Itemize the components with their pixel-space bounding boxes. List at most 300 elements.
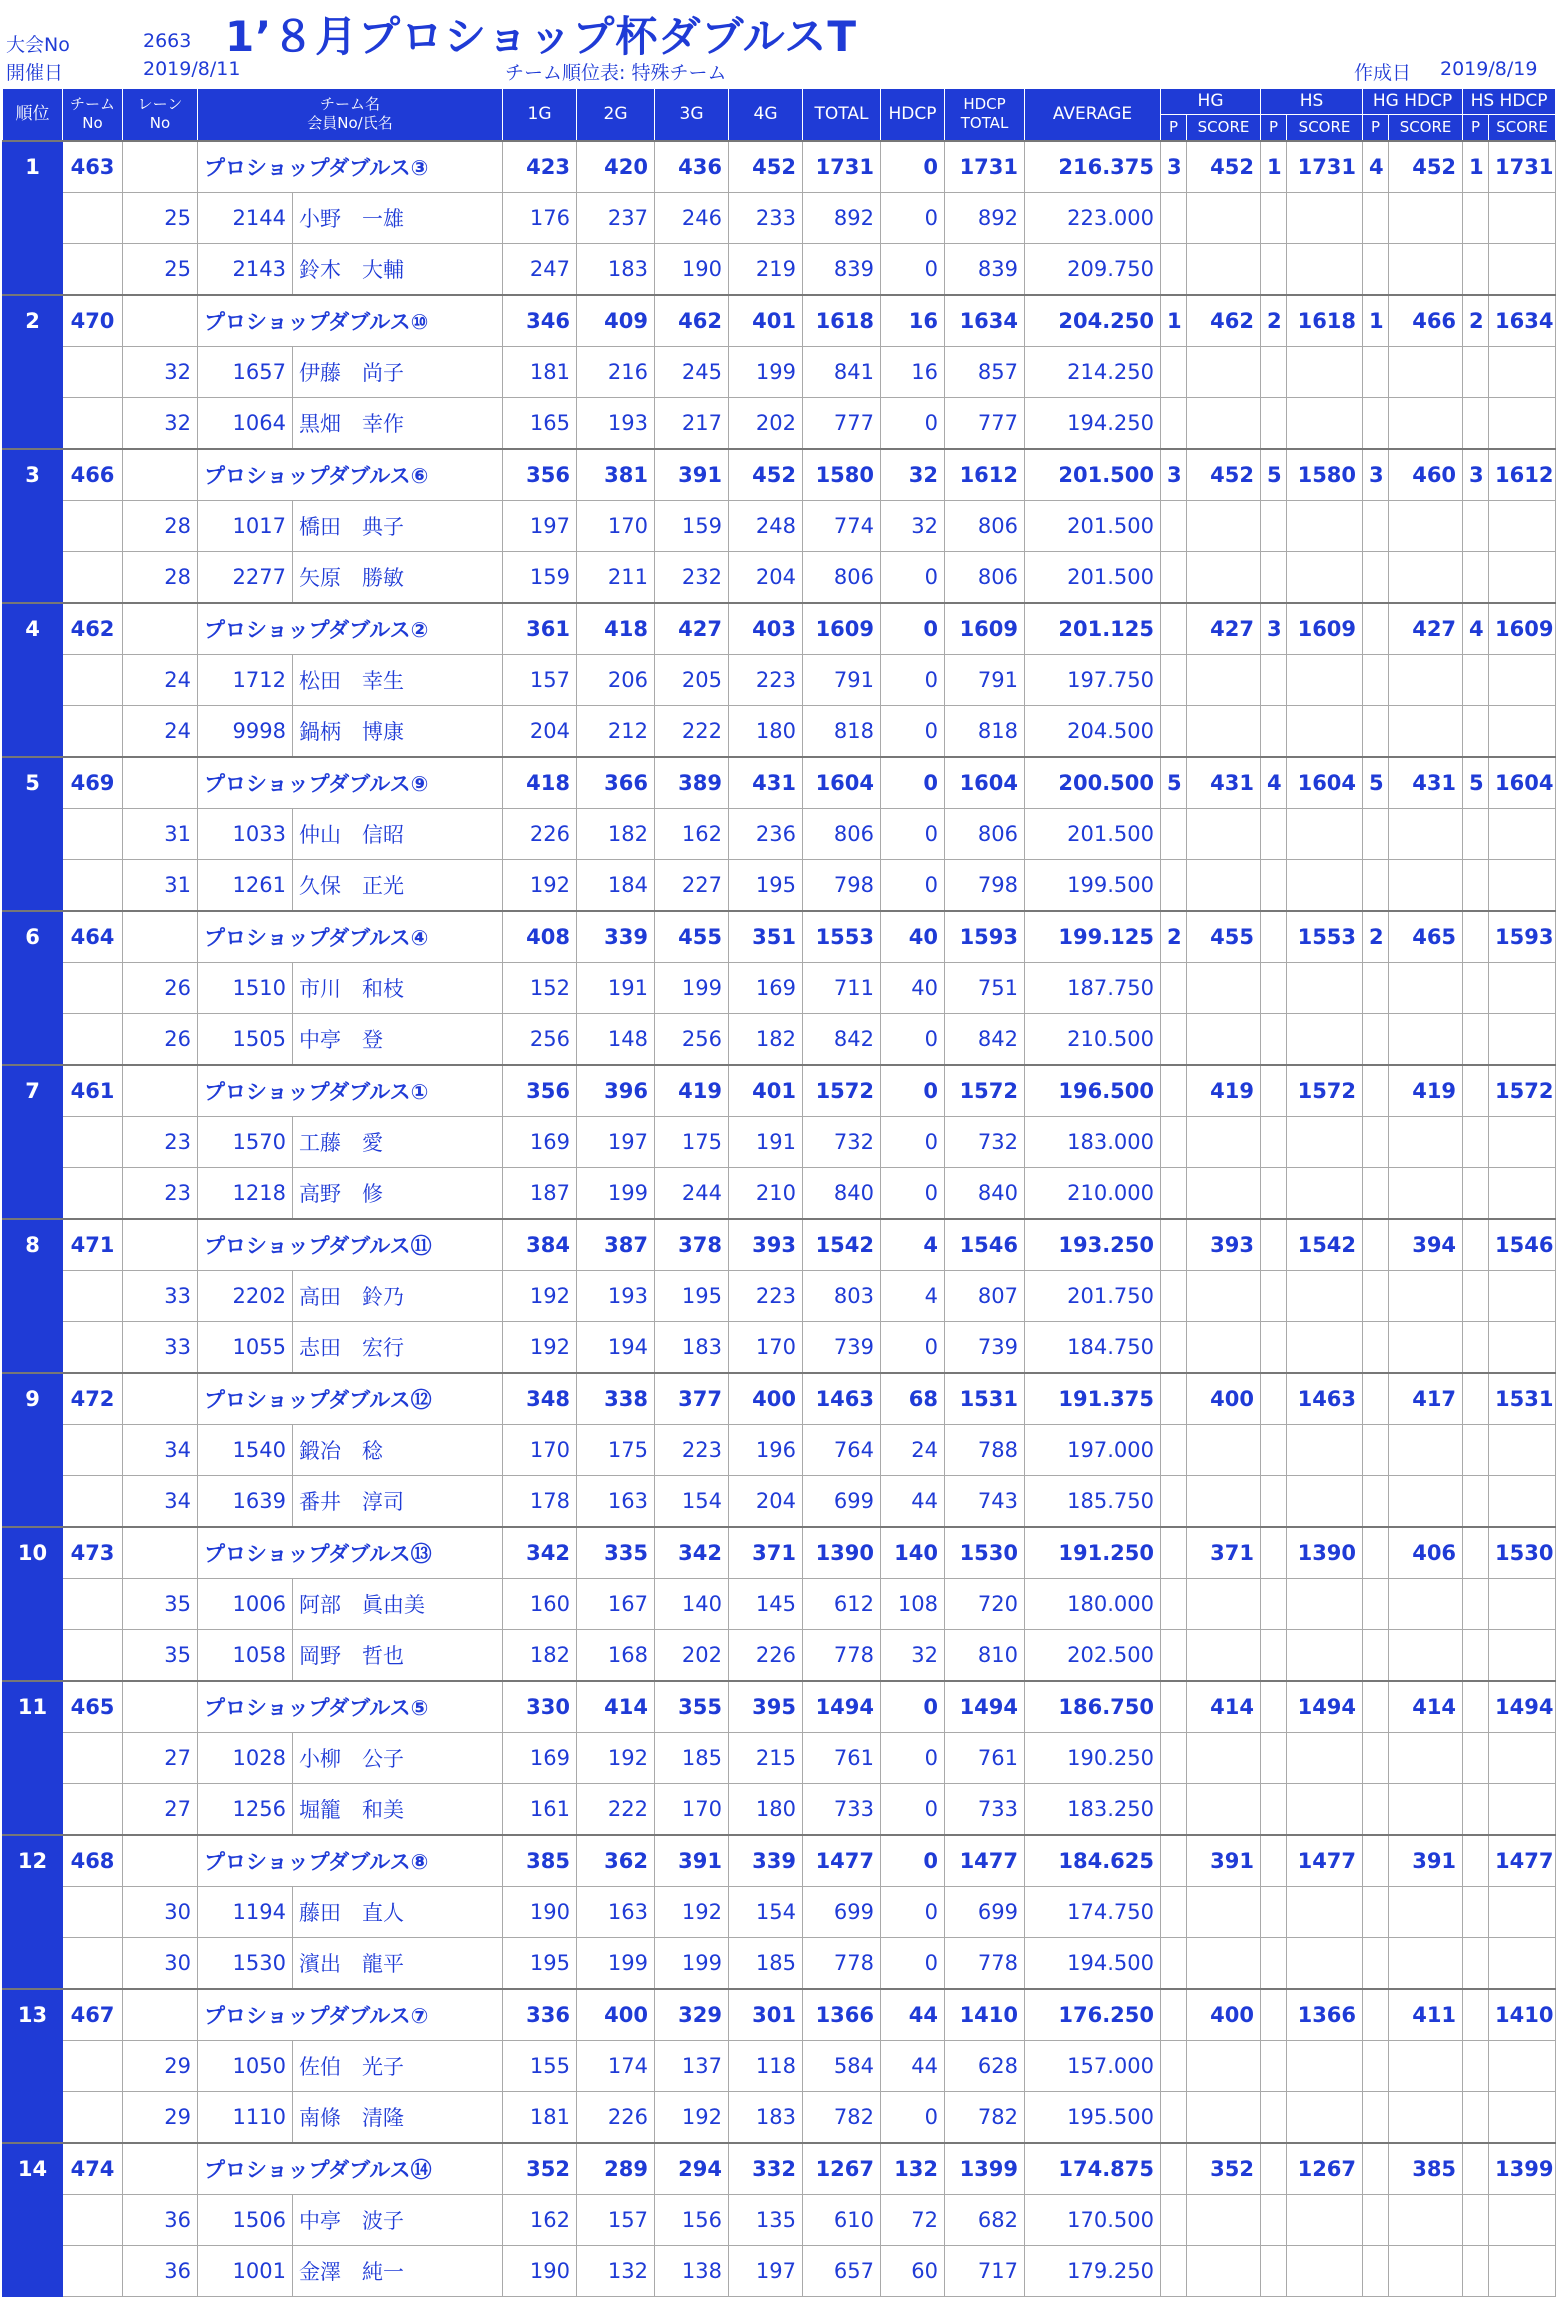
empty-cell [1389, 1475, 1463, 1527]
hs-score-cell: 1731 [1287, 141, 1363, 193]
hsh-p-cell [1463, 1527, 1489, 1579]
empty-cell [1463, 859, 1489, 911]
empty-cell [1187, 1475, 1261, 1527]
empty-cell [1261, 243, 1287, 295]
empty-cell [1489, 1783, 1556, 1835]
average-cell: 223.000 [1025, 192, 1161, 243]
member-no-cell: 1058 [198, 1629, 293, 1681]
g4-cell: 223 [729, 654, 803, 705]
g1-cell: 182 [503, 1629, 577, 1681]
empty-cell [1261, 1270, 1287, 1321]
hg-score-cell: 452 [1187, 141, 1261, 193]
hdcp-total-cell: 791 [945, 654, 1025, 705]
g4-cell: 431 [729, 757, 803, 809]
g1-cell: 204 [503, 705, 577, 757]
hdcp-total-cell: 1572 [945, 1065, 1025, 1117]
g2-cell: 163 [577, 1475, 655, 1527]
empty-cell [1187, 1629, 1261, 1681]
empty-cell [1363, 1116, 1389, 1167]
g2-cell: 222 [577, 1783, 655, 1835]
g1-cell: 192 [503, 1270, 577, 1321]
hsh-score-cell: 1494 [1489, 1681, 1556, 1733]
average-cell: 201.500 [1025, 551, 1161, 603]
g3-cell: 202 [655, 1629, 729, 1681]
empty-cell [1287, 243, 1363, 295]
team-no-cell [63, 192, 123, 243]
average-cell: 196.500 [1025, 1065, 1161, 1117]
member-no-cell: 1218 [198, 1167, 293, 1219]
g3-cell: 256 [655, 1013, 729, 1065]
g2-cell: 174 [577, 2040, 655, 2091]
hs-score-cell: 1553 [1287, 911, 1363, 963]
team-no-cell: 466 [63, 449, 123, 501]
total-cell: 657 [803, 2245, 881, 2296]
g2-cell: 237 [577, 192, 655, 243]
empty-cell [1389, 2091, 1463, 2143]
empty-cell [1363, 962, 1389, 1013]
average-cell: 180.000 [1025, 1578, 1161, 1629]
total-cell: 774 [803, 500, 881, 551]
col-hg-score: SCORE [1187, 115, 1261, 141]
member-row [3, 1424, 1556, 1475]
hdcp-cell: 0 [881, 808, 945, 859]
lane-cell [123, 295, 198, 347]
team-no-cell: 463 [63, 141, 123, 193]
empty-cell [1161, 1475, 1187, 1527]
hg-p-cell: 2 [1161, 911, 1187, 963]
g1-cell: 190 [503, 2245, 577, 2296]
col-hg: HG [1161, 89, 1261, 115]
empty-cell [1363, 243, 1389, 295]
hsh-score-cell: 1410 [1489, 1989, 1556, 2041]
team-row [3, 1219, 1556, 1271]
hsh-score-cell: 1399 [1489, 2143, 1556, 2195]
team-row [3, 449, 1556, 501]
empty-cell [1363, 551, 1389, 603]
empty-cell [1389, 243, 1463, 295]
total-cell: 711 [803, 962, 881, 1013]
total-cell: 1604 [803, 757, 881, 809]
hsh-score-cell: 1593 [1489, 911, 1556, 963]
team-row [3, 1681, 1556, 1733]
hdcp-total-cell: 628 [945, 2040, 1025, 2091]
g1-cell: 346 [503, 295, 577, 347]
empty-cell [1161, 1937, 1187, 1989]
g3-cell: 192 [655, 1886, 729, 1937]
empty-cell [1261, 1013, 1287, 1065]
empty-cell [1187, 859, 1261, 911]
member-row [3, 192, 1556, 243]
empty-cell [1261, 1578, 1287, 1629]
member-name-cell: 藤田 直人 [293, 1886, 503, 1937]
hdcp-cell: 0 [881, 192, 945, 243]
empty-cell [1363, 2194, 1389, 2245]
team-no-cell [63, 654, 123, 705]
hdcp-cell: 0 [881, 757, 945, 809]
col-3g: 3G [655, 89, 729, 141]
average-cell: 209.750 [1025, 243, 1161, 295]
hsh-p-cell: 3 [1463, 449, 1489, 501]
g2-cell: 157 [577, 2194, 655, 2245]
meet-no: 2663 [143, 30, 192, 52]
g1-cell: 356 [503, 1065, 577, 1117]
g4-cell: 199 [729, 346, 803, 397]
team-no-cell: 461 [63, 1065, 123, 1117]
empty-cell [1463, 654, 1489, 705]
total-cell: 803 [803, 1270, 881, 1321]
team-name-cell: プロショップダブルス⑬ [198, 1527, 503, 1579]
rank-cell [3, 962, 63, 1013]
hdcp-total-cell: 732 [945, 1116, 1025, 1167]
rank-cell [3, 1116, 63, 1167]
team-no-cell [63, 500, 123, 551]
g4-cell: 403 [729, 603, 803, 655]
total-cell: 1580 [803, 449, 881, 501]
member-no-cell: 1110 [198, 2091, 293, 2143]
hs-p-cell: 2 [1261, 295, 1287, 347]
member-row [3, 1321, 1556, 1373]
lane-cell: 30 [123, 1886, 198, 1937]
empty-cell [1363, 1270, 1389, 1321]
g1-cell: 181 [503, 2091, 577, 2143]
g2-cell: 381 [577, 449, 655, 501]
hgh-p-cell: 1 [1363, 295, 1389, 347]
empty-cell [1161, 808, 1187, 859]
lane-cell [123, 449, 198, 501]
empty-cell [1363, 1167, 1389, 1219]
empty-cell [1389, 808, 1463, 859]
average-cell: 157.000 [1025, 2040, 1161, 2091]
empty-cell [1363, 397, 1389, 449]
member-no-cell: 1028 [198, 1732, 293, 1783]
empty-cell [1463, 1475, 1489, 1527]
empty-cell [1287, 1886, 1363, 1937]
g4-cell: 301 [729, 1989, 803, 2041]
team-no-cell [63, 551, 123, 603]
g4-cell: 210 [729, 1167, 803, 1219]
hgh-p-cell [1363, 1065, 1389, 1117]
empty-cell [1389, 1783, 1463, 1835]
team-name-cell: プロショップダブルス⑥ [198, 449, 503, 501]
hg-score-cell: 400 [1187, 1989, 1261, 2041]
empty-cell [1187, 397, 1261, 449]
lane-cell: 32 [123, 346, 198, 397]
empty-cell [1489, 1167, 1556, 1219]
lane-cell: 26 [123, 962, 198, 1013]
average-cell: 184.750 [1025, 1321, 1161, 1373]
hsh-p-cell: 4 [1463, 603, 1489, 655]
hgh-p-cell [1363, 1373, 1389, 1425]
rank-cell [3, 1886, 63, 1937]
empty-cell [1261, 346, 1287, 397]
g4-cell: 219 [729, 243, 803, 295]
g1-cell: 336 [503, 1989, 577, 2041]
member-no-cell: 1639 [198, 1475, 293, 1527]
empty-cell [1287, 2040, 1363, 2091]
g4-cell: 401 [729, 1065, 803, 1117]
hg-p-cell [1161, 1681, 1187, 1733]
g2-cell: 192 [577, 1732, 655, 1783]
empty-cell [1187, 1167, 1261, 1219]
lane-cell: 26 [123, 1013, 198, 1065]
hs-p-cell: 5 [1261, 449, 1287, 501]
total-cell: 1542 [803, 1219, 881, 1271]
lane-cell: 24 [123, 654, 198, 705]
hdcp-cell: 108 [881, 1578, 945, 1629]
member-no-cell: 1256 [198, 1783, 293, 1835]
empty-cell [1489, 1629, 1556, 1681]
g3-cell: 227 [655, 859, 729, 911]
g4-cell: 154 [729, 1886, 803, 1937]
average-cell: 201.750 [1025, 1270, 1161, 1321]
empty-cell [1187, 346, 1261, 397]
member-row [3, 1732, 1556, 1783]
total-cell: 1731 [803, 141, 881, 193]
hdcp-total-cell: 1612 [945, 449, 1025, 501]
g2-cell: 193 [577, 1270, 655, 1321]
team-row [3, 1065, 1556, 1117]
member-name-cell: 堀籠 和美 [293, 1783, 503, 1835]
empty-cell [1363, 500, 1389, 551]
member-no-cell: 1712 [198, 654, 293, 705]
g4-cell: 401 [729, 295, 803, 347]
empty-cell [1187, 808, 1261, 859]
team-name-cell: プロショップダブルス⑭ [198, 2143, 503, 2195]
hsh-p-cell [1463, 911, 1489, 963]
empty-cell [1363, 1937, 1389, 1989]
member-row [3, 1783, 1556, 1835]
g4-cell: 180 [729, 1783, 803, 1835]
hsh-p-cell [1463, 1989, 1489, 2041]
g3-cell: 462 [655, 295, 729, 347]
team-no-cell [63, 1732, 123, 1783]
empty-cell [1261, 1321, 1287, 1373]
hg-score-cell: 393 [1187, 1219, 1261, 1271]
member-name-cell: 小野 一雄 [293, 192, 503, 243]
g2-cell: 212 [577, 705, 655, 757]
col-total: TOTAL [803, 89, 881, 141]
empty-cell [1489, 859, 1556, 911]
empty-cell [1287, 1013, 1363, 1065]
g1-cell: 384 [503, 1219, 577, 1271]
hdcp-total-cell: 720 [945, 1578, 1025, 1629]
empty-cell [1287, 1167, 1363, 1219]
empty-cell [1187, 500, 1261, 551]
lane-cell: 25 [123, 243, 198, 295]
empty-cell [1389, 1270, 1463, 1321]
total-cell: 1477 [803, 1835, 881, 1887]
member-row [3, 2091, 1556, 2143]
g4-cell: 393 [729, 1219, 803, 1271]
rank-cell [3, 1424, 63, 1475]
g2-cell: 199 [577, 1937, 655, 1989]
member-row [3, 2040, 1556, 2091]
standings-body [3, 141, 1556, 2297]
col-hs-score: SCORE [1287, 115, 1363, 141]
empty-cell [1489, 2040, 1556, 2091]
member-row [3, 808, 1556, 859]
team-row [3, 757, 1556, 809]
lane-cell: 28 [123, 500, 198, 551]
average-cell: 210.000 [1025, 1167, 1161, 1219]
col-rank: 順位 [3, 89, 63, 141]
lane-cell: 23 [123, 1116, 198, 1167]
total-cell: 1494 [803, 1681, 881, 1733]
empty-cell [1389, 500, 1463, 551]
hgh-p-cell [1363, 603, 1389, 655]
hgh-score-cell: 391 [1389, 1835, 1463, 1887]
member-name-cell: 高野 修 [293, 1167, 503, 1219]
empty-cell [1463, 2091, 1489, 2143]
lane-cell: 31 [123, 808, 198, 859]
hg-p-cell: 1 [1161, 295, 1187, 347]
average-cell: 185.750 [1025, 1475, 1161, 1527]
member-no-cell: 1017 [198, 500, 293, 551]
empty-cell [1463, 1886, 1489, 1937]
average-cell: 216.375 [1025, 141, 1161, 193]
lane-cell [123, 911, 198, 963]
empty-cell [1463, 192, 1489, 243]
hdcp-cell: 0 [881, 1013, 945, 1065]
team-row [3, 2143, 1556, 2195]
g1-cell: 176 [503, 192, 577, 243]
lane-cell: 36 [123, 2245, 198, 2296]
hdcp-total-cell: 806 [945, 500, 1025, 551]
hdcp-cell: 0 [881, 859, 945, 911]
empty-cell [1187, 2245, 1261, 2296]
hdcp-cell: 132 [881, 2143, 945, 2195]
lane-cell: 35 [123, 1578, 198, 1629]
hdcp-cell: 0 [881, 2091, 945, 2143]
hsh-p-cell [1463, 1373, 1489, 1425]
total-cell: 732 [803, 1116, 881, 1167]
hgh-score-cell: 411 [1389, 1989, 1463, 2041]
lane-cell: 27 [123, 1732, 198, 1783]
g4-cell: 183 [729, 2091, 803, 2143]
average-cell: 201.125 [1025, 603, 1161, 655]
member-no-cell: 1540 [198, 1424, 293, 1475]
g3-cell: 183 [655, 1321, 729, 1373]
g1-cell: 352 [503, 2143, 577, 2195]
team-row [3, 1989, 1556, 2041]
empty-cell [1161, 1732, 1187, 1783]
created-label: 作成日 [1354, 62, 1412, 84]
hs-score-cell: 1390 [1287, 1527, 1363, 1579]
hsh-score-cell: 1609 [1489, 603, 1556, 655]
g2-cell: 335 [577, 1527, 655, 1579]
hdcp-cell: 4 [881, 1270, 945, 1321]
hgh-p-cell [1363, 1835, 1389, 1887]
hdcp-cell: 0 [881, 1065, 945, 1117]
g3-cell: 175 [655, 1116, 729, 1167]
empty-cell [1187, 1886, 1261, 1937]
empty-cell [1389, 962, 1463, 1013]
col-2g: 2G [577, 89, 655, 141]
g3-cell: 436 [655, 141, 729, 193]
empty-cell [1187, 1321, 1261, 1373]
hdcp-total-cell: 761 [945, 1732, 1025, 1783]
g3-cell: 205 [655, 654, 729, 705]
total-cell: 1267 [803, 2143, 881, 2195]
g4-cell: 226 [729, 1629, 803, 1681]
empty-cell [1261, 551, 1287, 603]
member-row [3, 705, 1556, 757]
col-hgh-p: P [1363, 115, 1389, 141]
hdcp-total-cell: 857 [945, 346, 1025, 397]
total-cell: 1553 [803, 911, 881, 963]
total-cell: 778 [803, 1629, 881, 1681]
team-row [3, 1527, 1556, 1579]
empty-cell [1161, 2091, 1187, 2143]
empty-cell [1389, 1167, 1463, 1219]
hsh-p-cell [1463, 1681, 1489, 1733]
hgh-p-cell [1363, 1989, 1389, 2041]
empty-cell [1287, 1732, 1363, 1783]
lane-cell: 35 [123, 1629, 198, 1681]
empty-cell [1389, 1321, 1463, 1373]
member-row [3, 1475, 1556, 1527]
lane-cell: 23 [123, 1167, 198, 1219]
empty-cell [1287, 2245, 1363, 2296]
empty-cell [1287, 192, 1363, 243]
rank-cell: 14 [3, 2143, 63, 2195]
empty-cell [1363, 1475, 1389, 1527]
empty-cell [1161, 1116, 1187, 1167]
member-name-cell: 橋田 典子 [293, 500, 503, 551]
hdcp-cell: 0 [881, 141, 945, 193]
g3-cell: 199 [655, 1937, 729, 1989]
col-hs: HS [1261, 89, 1363, 115]
hs-p-cell: 4 [1261, 757, 1287, 809]
lane-cell: 32 [123, 397, 198, 449]
lane-cell: 33 [123, 1321, 198, 1373]
hgh-p-cell [1363, 1527, 1389, 1579]
hsh-score-cell: 1634 [1489, 295, 1556, 347]
average-cell: 204.500 [1025, 705, 1161, 757]
team-no-cell [63, 1116, 123, 1167]
member-no-cell: 9998 [198, 705, 293, 757]
empty-cell [1161, 1270, 1187, 1321]
total-cell: 739 [803, 1321, 881, 1373]
rank-cell: 7 [3, 1065, 63, 1117]
col-hdcp-total: HDCP TOTAL [945, 89, 1025, 141]
total-cell: 699 [803, 1475, 881, 1527]
empty-cell [1489, 705, 1556, 757]
team-no-cell [63, 1475, 123, 1527]
g2-cell: 400 [577, 1989, 655, 2041]
empty-cell [1363, 705, 1389, 757]
lane-cell: 29 [123, 2040, 198, 2091]
g2-cell: 420 [577, 141, 655, 193]
event-date: 2019/8/11 [143, 58, 241, 80]
member-name-cell: 阿部 眞由美 [293, 1578, 503, 1629]
g4-cell: 339 [729, 1835, 803, 1887]
team-no-cell [63, 962, 123, 1013]
hs-score-cell: 1477 [1287, 1835, 1363, 1887]
rank-cell [3, 192, 63, 243]
empty-cell [1363, 1321, 1389, 1373]
empty-cell [1187, 705, 1261, 757]
member-row [3, 346, 1556, 397]
hdcp-cell: 44 [881, 2040, 945, 2091]
hdcp-total-cell: 1546 [945, 1219, 1025, 1271]
lane-cell: 33 [123, 1270, 198, 1321]
empty-cell [1389, 192, 1463, 243]
g1-cell: 408 [503, 911, 577, 963]
member-no-cell: 1261 [198, 859, 293, 911]
rank-cell: 8 [3, 1219, 63, 1271]
empty-cell [1489, 1578, 1556, 1629]
